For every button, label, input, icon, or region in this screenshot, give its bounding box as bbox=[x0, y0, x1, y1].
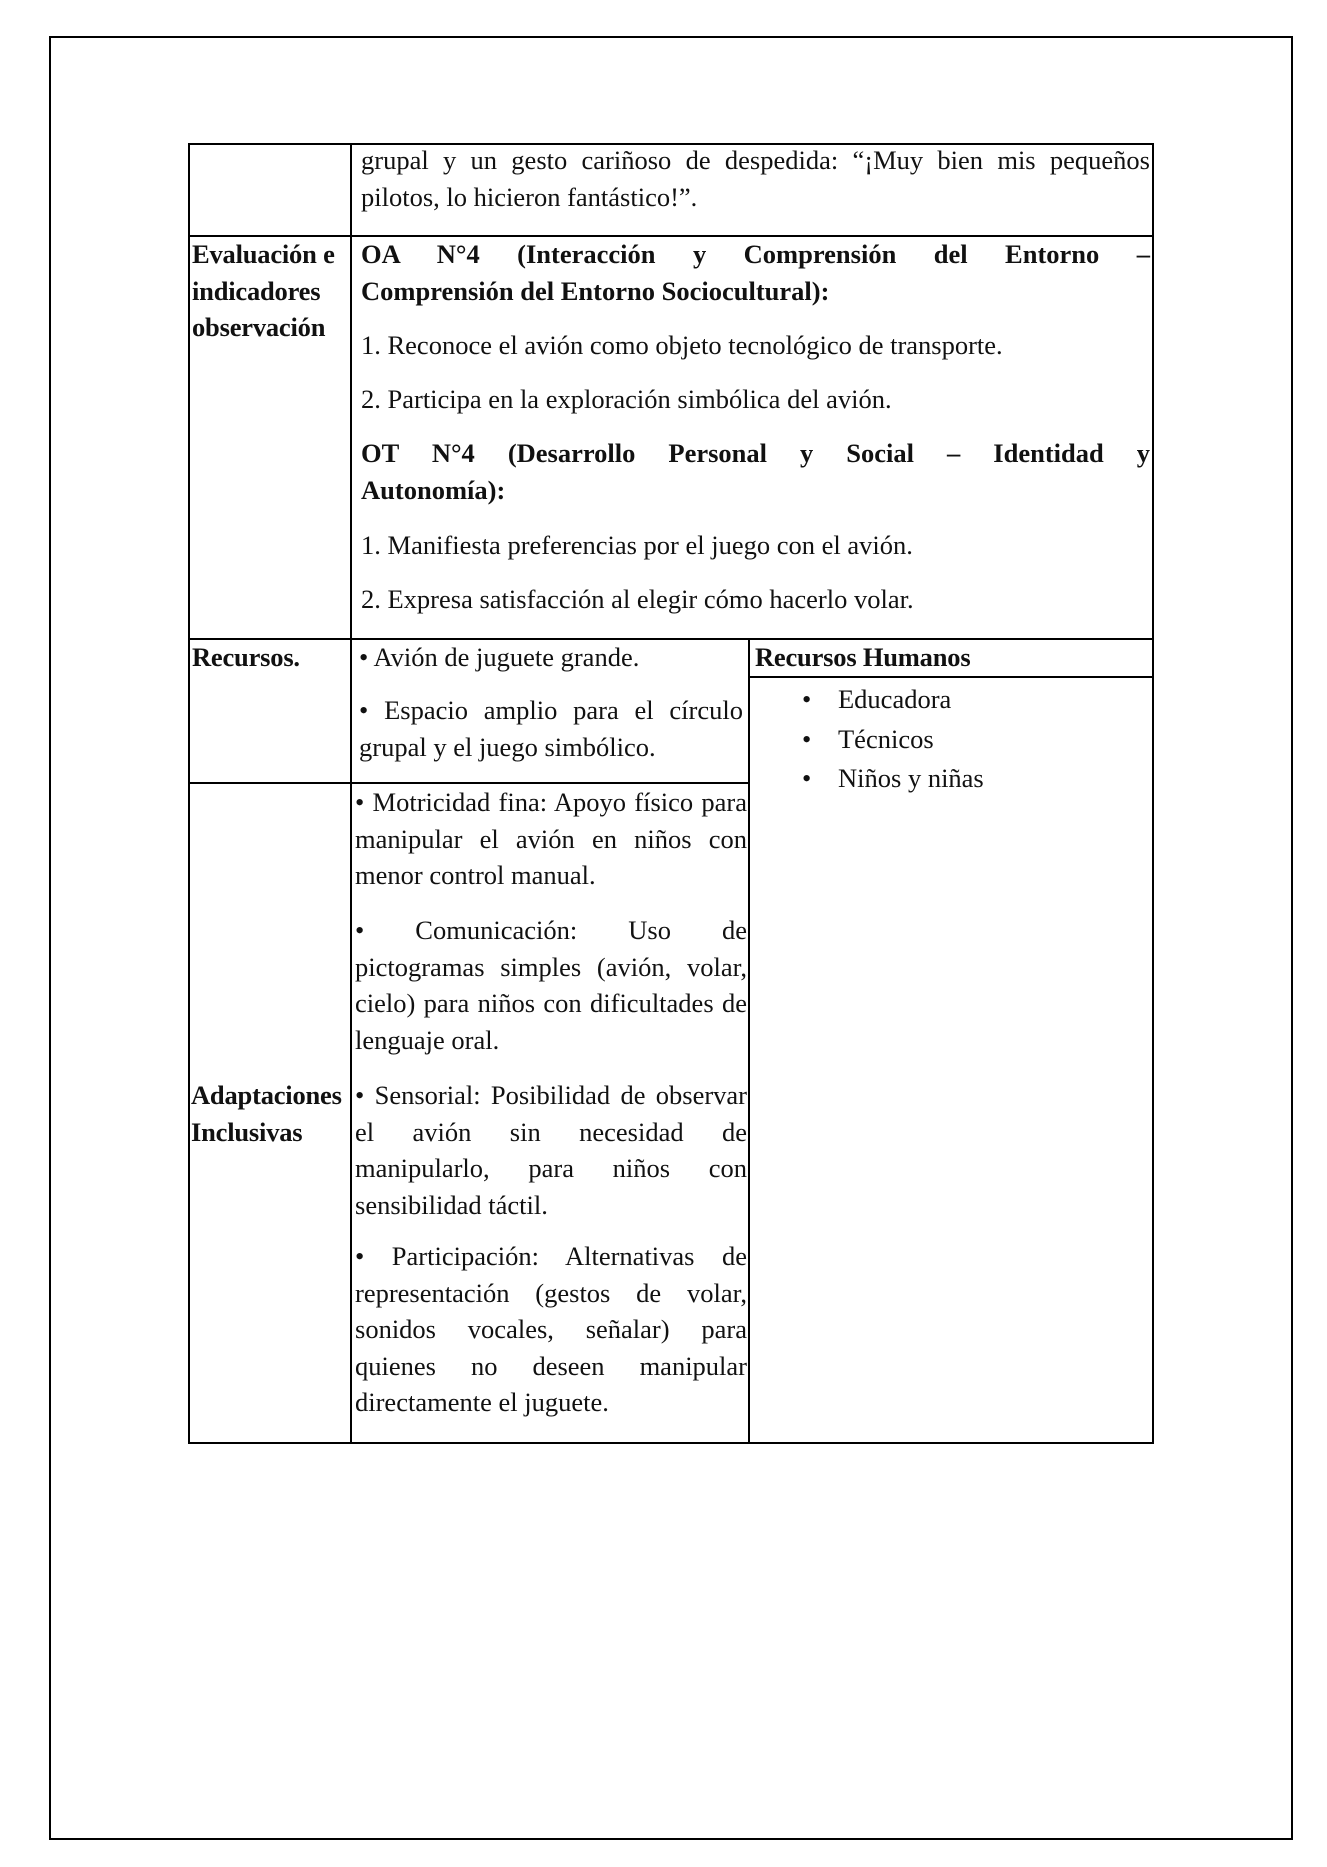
text-line: representación (gestos de volar, bbox=[355, 1277, 747, 1308]
adaptations-label bbox=[191, 1077, 349, 1150]
text-line: menor control manual. bbox=[355, 860, 596, 890]
label-line: Recursos. bbox=[192, 642, 300, 672]
heading-line: Comprensión del Entorno Sociocultural): bbox=[361, 275, 830, 306]
continuation-cell bbox=[361, 142, 1150, 215]
list-item bbox=[755, 759, 1145, 799]
text-line: cielo) para niños con dificultades de bbox=[355, 988, 747, 1018]
adaptation-paragraph-3 bbox=[355, 1077, 747, 1223]
text-line: • Comunicación: Uso de bbox=[355, 915, 747, 945]
text-line: pictogramas simples (avión, volar, bbox=[355, 951, 747, 982]
label-line: indicadores bbox=[192, 275, 321, 306]
text-line: • Espacio amplio para el círculo bbox=[359, 695, 743, 725]
human-resources-title bbox=[755, 639, 1145, 676]
text-line: lenguaje oral. bbox=[355, 1024, 500, 1055]
label-line: Adaptaciones bbox=[191, 1080, 342, 1110]
indicator-text: 2. Expresa satisfacción al elegir cómo hacerlo volar. bbox=[361, 584, 914, 614]
label-line: observación bbox=[192, 312, 326, 342]
text-line: • Participación: Alternativas de bbox=[355, 1241, 747, 1271]
adaptation-paragraph-1 bbox=[355, 784, 747, 894]
material-item-2 bbox=[359, 692, 743, 765]
heading-line: OA N°4 (Interacción y Comprensión del Entorno – bbox=[361, 239, 1150, 269]
text-line: • Avión de juguete grande. bbox=[359, 642, 640, 672]
indicator-text: 2. Participa en la exploración simbólica del avión. bbox=[361, 384, 892, 414]
bullet-icon: • bbox=[802, 684, 812, 714]
indicator-text: 1. Manifiesta preferencias por el juego con el avión. bbox=[361, 530, 913, 560]
oa-indicator-2 bbox=[361, 381, 1150, 418]
ot-heading bbox=[361, 435, 1150, 508]
text-line: manipularlo, para niños con bbox=[355, 1153, 747, 1183]
label-line: Inclusivas bbox=[191, 1116, 303, 1147]
oa-heading bbox=[361, 236, 1150, 309]
list-item bbox=[755, 680, 1145, 720]
oa-indicator-1 bbox=[361, 327, 1150, 364]
material-item-1 bbox=[359, 639, 743, 676]
adaptation-paragraph-4 bbox=[355, 1238, 747, 1421]
text-line: quienes no deseen manipular bbox=[355, 1350, 747, 1381]
human-resources-list bbox=[755, 680, 1145, 799]
text-line: sensibilidad táctil. bbox=[355, 1189, 548, 1220]
heading-line: Autonomía): bbox=[361, 474, 506, 505]
ot-indicator-1 bbox=[361, 527, 1150, 564]
text-line: • Sensorial: Posibilidad de observar bbox=[355, 1080, 747, 1110]
text-line: directamente el juguete. bbox=[355, 1387, 609, 1417]
text-line: grupal y el juego simbólico. bbox=[359, 731, 656, 762]
text-line: grupal y un gesto cariñoso de despedida: “¡Muy bien mis pequeños bbox=[361, 145, 1150, 175]
adaptation-paragraph-2 bbox=[355, 912, 747, 1058]
column-divider-1 bbox=[350, 143, 352, 1444]
list-item bbox=[755, 720, 1145, 760]
resources-label bbox=[192, 639, 348, 676]
title-line: Recursos Humanos bbox=[755, 642, 971, 672]
ot-indicator-2 bbox=[361, 581, 1150, 618]
text-line: manipular el avión en niños con bbox=[355, 823, 747, 854]
evaluation-label bbox=[192, 236, 348, 346]
text-line: sonidos vocales, señalar) para bbox=[355, 1314, 747, 1344]
column-divider-2 bbox=[748, 638, 750, 1444]
text-line: • Motricidad fina: Apoyo físico para bbox=[355, 787, 747, 817]
heading-line: OT N°4 (Desarrollo Personal y Social – Identidad y bbox=[361, 438, 1150, 468]
indicator-text: 1. Reconoce el avión como objeto tecnológico de transporte. bbox=[361, 330, 1003, 360]
list-item-text: Técnicos bbox=[838, 723, 934, 754]
bullet-icon: • bbox=[802, 723, 812, 754]
label-line: Evaluación e bbox=[192, 239, 335, 269]
text-line: el avión sin necesidad de bbox=[355, 1116, 747, 1147]
text-line: pilotos, lo hicieron fantástico!”. bbox=[361, 181, 698, 212]
list-item-text: Niños y niñas bbox=[838, 763, 984, 793]
bullet-icon: • bbox=[802, 763, 812, 793]
list-item-text: Educadora bbox=[838, 684, 952, 714]
human-resources-header-divider bbox=[748, 676, 1154, 678]
